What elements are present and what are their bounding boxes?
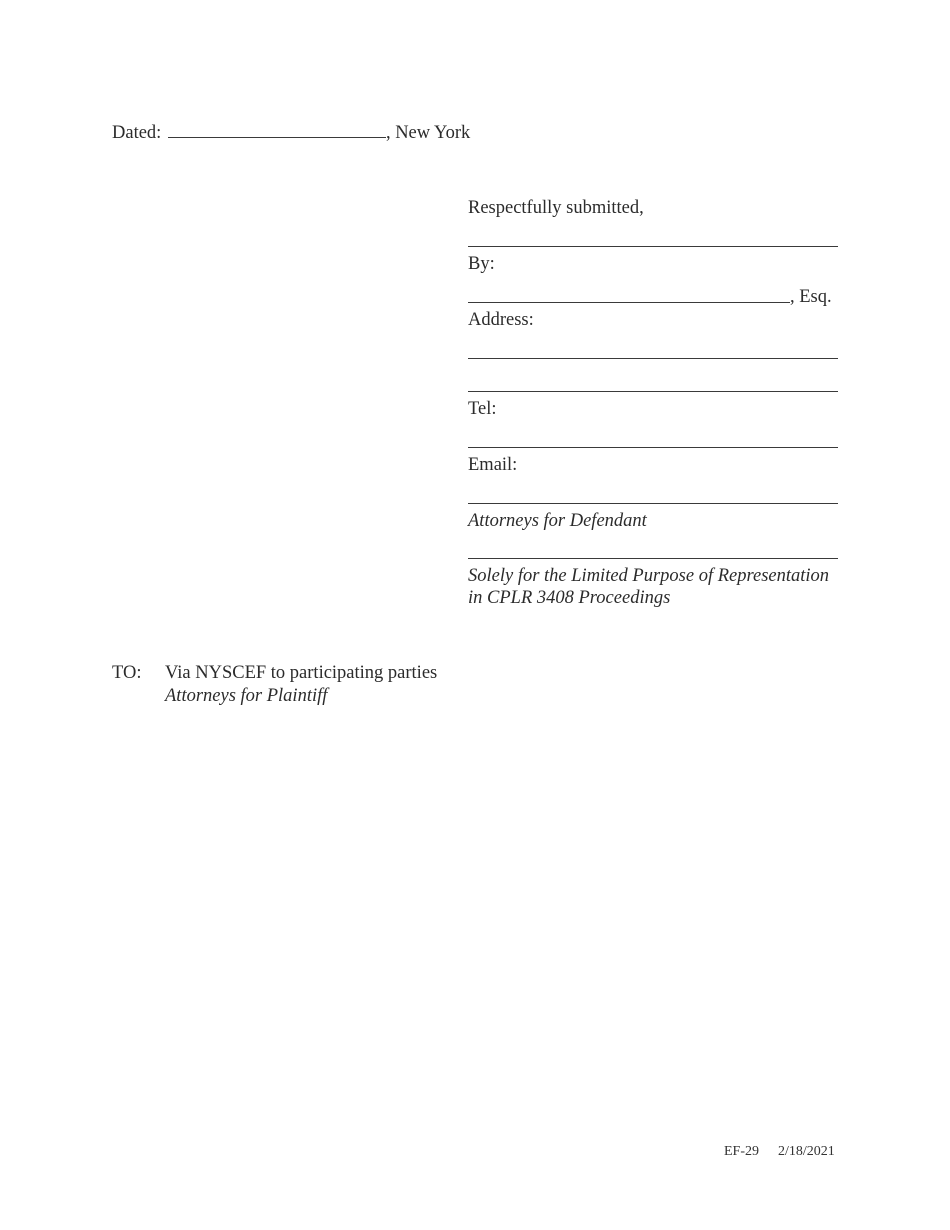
email-label: Email: — [468, 455, 518, 475]
form-code: EF-29 — [724, 1144, 759, 1159]
dated-row — [112, 123, 470, 144]
purpose-text-line-2: in CPLR 3408 Proceedings — [468, 588, 671, 608]
signature-line[interactable] — [468, 246, 838, 247]
dated-blank-field[interactable] — [168, 137, 386, 138]
email-line[interactable] — [468, 503, 838, 504]
tel-label: Tel: — [468, 399, 497, 419]
address-line-2[interactable] — [468, 391, 838, 392]
esq-suffix: , Esq. — [790, 287, 832, 307]
dated-label: Dated: — [112, 123, 162, 143]
purpose-text-line-1: Solely for the Limited Purpose of Representation — [468, 566, 830, 586]
by-label: By: — [468, 254, 495, 274]
dated-location: , New York — [385, 123, 471, 143]
attorneys-for-plaintiff: Attorneys for Plaintiff — [165, 686, 328, 706]
tel-line[interactable] — [468, 447, 838, 448]
form-date: 2/18/2021 — [778, 1144, 835, 1159]
attorneys-for-defendant: Attorneys for Defendant — [468, 511, 647, 531]
attorney-name-line[interactable] — [468, 302, 790, 303]
purpose-line[interactable] — [468, 558, 838, 559]
to-label: TO: — [112, 663, 142, 683]
address-label: Address: — [468, 310, 534, 330]
closing-text: Respectfully submitted, — [468, 198, 644, 218]
to-recipient-line: Via NYSCEF to participating parties — [165, 663, 438, 683]
address-line-1[interactable] — [468, 358, 838, 359]
